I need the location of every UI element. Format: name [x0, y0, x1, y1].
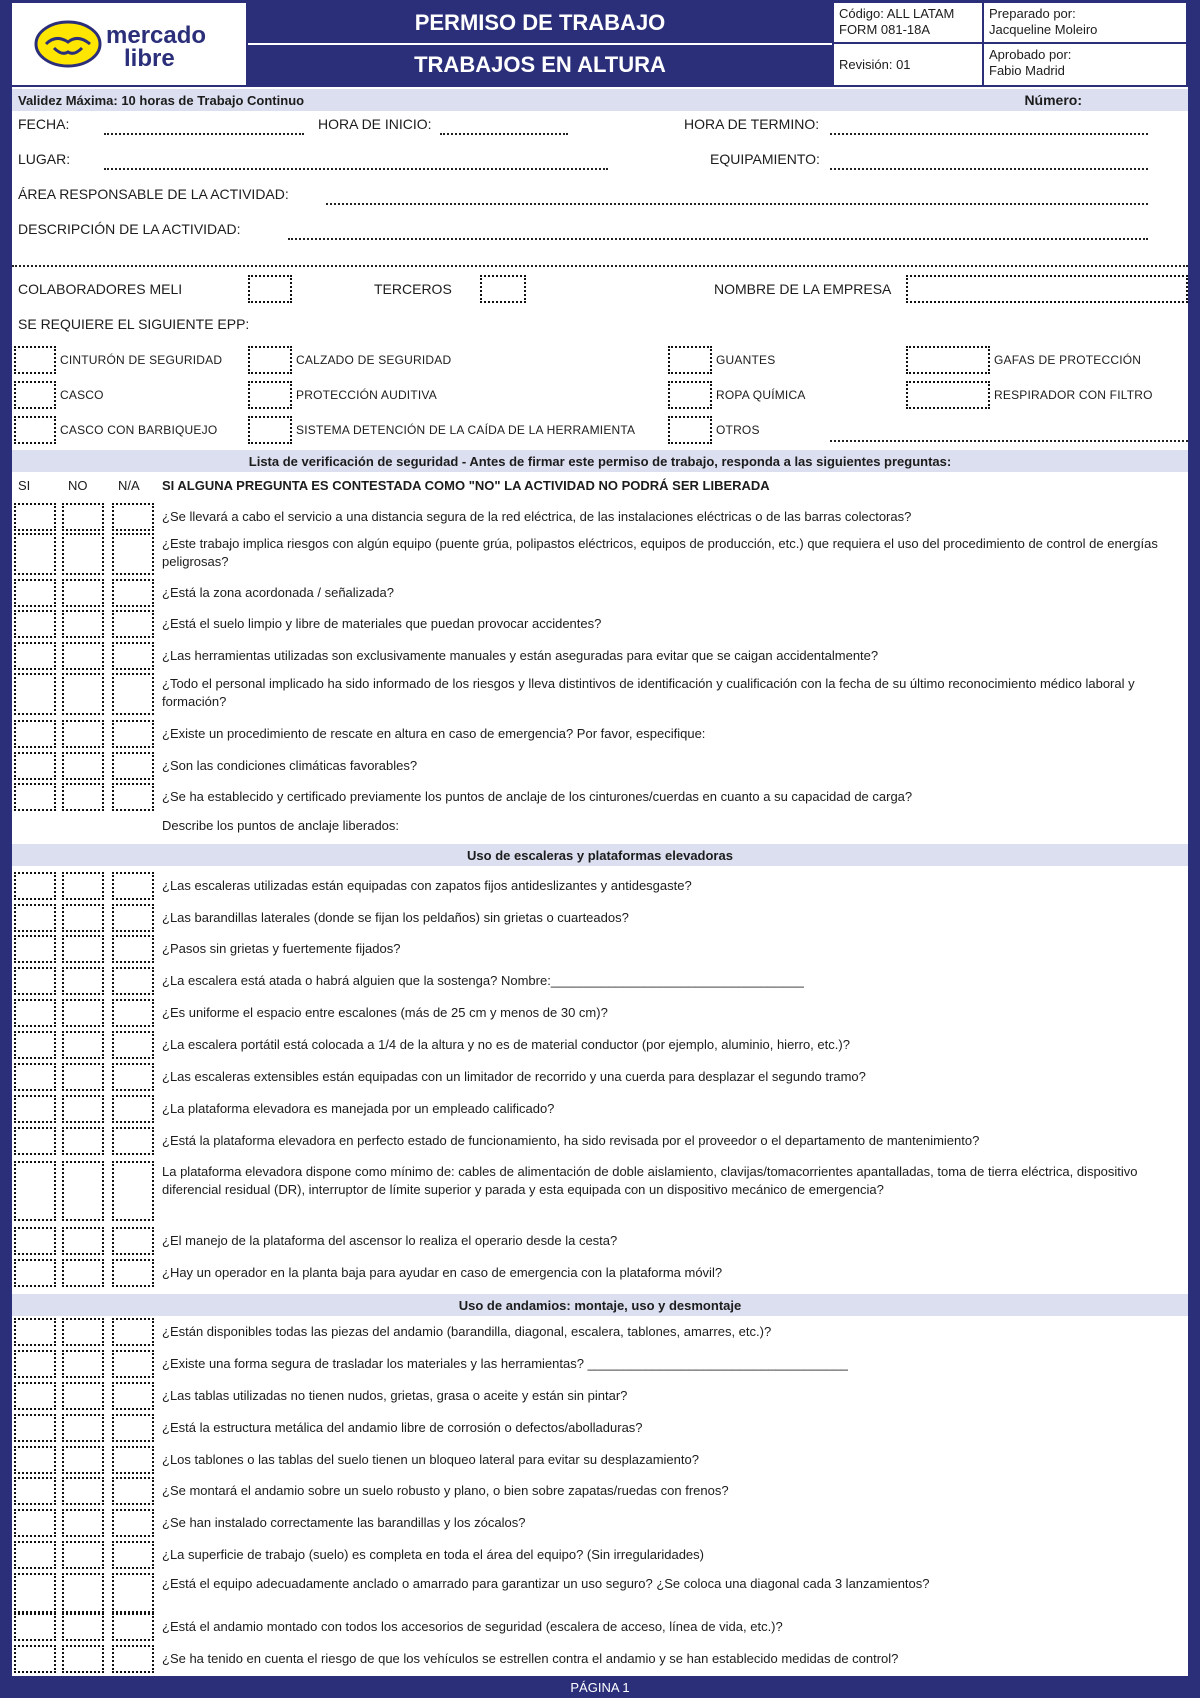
question-text: ¿Se ha establecido y certificado previamente los puntos de anclaje de los cinturones/cuerdas en cuanto a su capacidad de carga? [162, 789, 913, 804]
question-text: ¿Está el suelo limpio y libre de materiales que puedan provocar accidentes? [162, 616, 602, 631]
answer-si-checkbox[interactable] [14, 752, 56, 780]
col-no: NO [68, 478, 88, 493]
answer-si-checkbox[interactable] [14, 872, 56, 900]
terceros-label: TERCEROS [374, 281, 452, 297]
answer-si-checkbox[interactable] [14, 935, 56, 963]
validity-text: Validez Máxima: 10 horas de Trabajo Continuo [18, 92, 305, 108]
answer-na-checkbox[interactable] [112, 610, 154, 638]
epp-checkbox[interactable] [906, 346, 990, 374]
question-text: ¿Todo el personal implicado ha sido informado de los riesgos y lleva distintivos de identificación y cualificación con la fecha de su último reconocimiento médico laboral y formación? [162, 676, 1135, 709]
page-footer: PÁGINA 1 [12, 1676, 1188, 1698]
epp-checkbox[interactable] [668, 346, 712, 374]
svg-text:mercado: mercado [106, 22, 207, 49]
anchor-note: Describe los puntos de anclaje liberados: [162, 818, 400, 833]
answer-na-checkbox[interactable] [112, 642, 154, 670]
answer-si-checkbox[interactable] [14, 610, 56, 638]
fecha-label: FECHA: [18, 116, 70, 132]
answer-si-checkbox[interactable] [14, 1063, 56, 1091]
answer-na-checkbox[interactable] [112, 503, 154, 531]
answer-si-checkbox[interactable] [14, 1127, 56, 1155]
question-text: ¿Existe una forma segura de trasladar los materiales y las herramientas? ____________________________________ [162, 1356, 848, 1371]
answer-na-checkbox[interactable] [112, 1509, 154, 1537]
epp-checkbox[interactable] [668, 381, 712, 409]
question-text: ¿Se llevará a cabo el servicio a una distancia segura de la red eléctrica, de las instalaciones eléctricas o de las barras colectoras? [162, 509, 912, 524]
answer-si-checkbox[interactable] [14, 1509, 56, 1537]
answer-na-checkbox[interactable] [112, 935, 154, 963]
question-text: ¿Está la zona acordonada / señalizada? [162, 585, 394, 600]
answer-na-checkbox[interactable] [112, 1382, 154, 1410]
answer-na-checkbox[interactable] [112, 752, 154, 780]
fecha-field[interactable] [104, 133, 304, 135]
question-text: ¿Las tablas utilizadas no tienen nudos, grietas, grasa o aceite y están sin pintar? [162, 1388, 628, 1403]
area-label: ÁREA RESPONSABLE DE LA ACTIVIDAD: [18, 186, 289, 202]
answer-no-checkbox[interactable] [62, 935, 104, 963]
answer-no-checkbox[interactable] [62, 720, 104, 748]
answer-si-checkbox[interactable] [14, 1227, 56, 1255]
answer-na-checkbox[interactable] [112, 1446, 154, 1474]
answer-si-checkbox[interactable] [14, 1318, 56, 1346]
answer-si-checkbox[interactable] [14, 1446, 56, 1474]
answer-na-checkbox[interactable] [112, 1477, 154, 1505]
answer-no-checkbox[interactable] [62, 1161, 104, 1221]
epp-checkbox[interactable] [14, 416, 56, 444]
question-text: ¿Las escaleras extensibles están equipadas con un limitador de recorrido y una cuerda para desplazar el segundo tramo? [162, 1069, 866, 1084]
empresa-label: NOMBRE DE LA EMPRESA [714, 281, 892, 297]
answer-na-checkbox[interactable] [112, 1541, 154, 1569]
answer-no-checkbox[interactable] [62, 673, 104, 715]
answer-na-checkbox[interactable] [112, 783, 154, 811]
area-field[interactable] [326, 203, 1148, 205]
answer-si-checkbox[interactable] [14, 967, 56, 995]
equipamiento-field[interactable] [830, 168, 1148, 170]
epp-label: CASCO [60, 388, 104, 402]
answer-no-checkbox[interactable] [62, 999, 104, 1027]
hora-inicio-label: HORA DE INICIO: [318, 116, 432, 132]
answer-si-checkbox[interactable] [14, 1541, 56, 1569]
form-subtitle: TRABAJOS EN ALTURA [248, 45, 832, 85]
answer-no-checkbox[interactable] [62, 1509, 104, 1537]
question-text: ¿El manejo de la plataforma del ascensor lo realiza el operario desde la cesta? [162, 1233, 618, 1248]
answer-si-checkbox[interactable] [14, 1382, 56, 1410]
question-text: ¿La escalera está atada o habrá alguien que la sostenga? Nombre:___________________________________ [162, 973, 804, 988]
form-meta [832, 3, 1188, 85]
answer-na-checkbox[interactable] [112, 1613, 154, 1641]
question-text: ¿Está el equipo adecuadamente anclado o amarrado para garantizar un uso seguro? ¿Se coloca una diagonal cada 3 lanzamientos? [162, 1576, 930, 1591]
answer-na-checkbox[interactable] [112, 1645, 154, 1673]
scaffold-title: Uso de andamios: montaje, uso y desmontaje [12, 1294, 1188, 1316]
answer-no-checkbox[interactable] [62, 1645, 104, 1673]
question-text: ¿Están disponibles todas las piezas del andamio (barandilla, diagonal, escalera, tablones, amarres, etc.)? [162, 1324, 772, 1339]
epp-checkbox[interactable] [906, 381, 990, 409]
answer-na-checkbox[interactable] [112, 673, 154, 715]
epp-label: ROPA QUÍMICA [716, 388, 806, 402]
answer-si-checkbox[interactable] [14, 533, 56, 575]
answer-na-checkbox[interactable] [112, 1350, 154, 1378]
form-titles [248, 3, 832, 85]
answer-no-checkbox[interactable] [62, 610, 104, 638]
answer-si-checkbox[interactable] [14, 673, 56, 715]
epp-checkbox[interactable] [248, 381, 292, 409]
question-text: ¿Las escaleras utilizadas están equipadas con zapatos fijos antideslizantes y antidesgaste? [162, 878, 692, 893]
answer-no-checkbox[interactable] [62, 1573, 104, 1613]
answer-no-checkbox[interactable] [62, 1227, 104, 1255]
lugar-field[interactable] [104, 168, 608, 170]
answer-na-checkbox[interactable] [112, 1259, 154, 1287]
epp-checkbox[interactable] [668, 416, 712, 444]
answer-si-checkbox[interactable] [14, 642, 56, 670]
answer-si-checkbox[interactable] [14, 1573, 56, 1613]
answer-no-checkbox[interactable] [62, 533, 104, 575]
epp-checkbox[interactable] [14, 346, 56, 374]
epp-label: CASCO CON BARBIQUEJO [60, 423, 218, 437]
question-text: ¿Está la plataforma elevadora en perfecto estado de funcionamiento, ha sido revisada por el proveedor o el departamento de mantenimiento? [162, 1133, 980, 1148]
answer-no-checkbox[interactable] [62, 1127, 104, 1155]
col-na: N/A [118, 478, 140, 493]
colaboradores-checkbox[interactable] [248, 275, 292, 303]
answer-na-checkbox[interactable] [112, 1095, 154, 1123]
validity-bar [12, 89, 1188, 111]
question-text: ¿Se ha tenido en cuenta el riesgo de que los vehículos se estrellen contra el andamio y se han establecido medidas de control? [162, 1651, 899, 1666]
handshake-icon [34, 16, 224, 72]
question-text: ¿La escalera portátil está colocada a 1/4 de la altura y no es de material conductor (por ejemplo, aluminio, hierro, etc.)? [162, 1037, 850, 1052]
answer-na-checkbox[interactable] [112, 579, 154, 607]
prepared-by: Preparado por: Jacqueline Moleiro [982, 3, 1188, 44]
empresa-field[interactable] [906, 275, 1188, 303]
epp-label: GAFAS DE PROTECCIÓN [994, 353, 1142, 367]
col-si: SI [18, 478, 31, 493]
colaboradores-label: COLABORADORES MELI [18, 281, 183, 297]
answer-si-checkbox[interactable] [14, 1414, 56, 1442]
checklist-title: Lista de verificación de seguridad - Antes de firmar este permiso de trabajo, responda a las siguientes preguntas: [12, 450, 1188, 472]
answer-no-checkbox[interactable] [62, 1063, 104, 1091]
answer-no-checkbox[interactable] [62, 1382, 104, 1410]
answer-no-checkbox[interactable] [62, 1350, 104, 1378]
answer-no-checkbox[interactable] [62, 904, 104, 932]
answer-na-checkbox[interactable] [112, 904, 154, 932]
epp-label: GUANTES [716, 353, 776, 367]
epp-checkbox[interactable] [248, 416, 292, 444]
question-text: ¿Existe un procedimiento de rescate en altura en caso de emergencia? Por favor, especifique: [162, 726, 706, 741]
question-text: ¿Hay un operador en la planta baja para ayudar en caso de emergencia con la plataforma móvil? [162, 1265, 723, 1280]
descripcion-label: DESCRIPCIÓN DE LA ACTIVIDAD: [18, 221, 241, 237]
svg-text:libre: libre [124, 45, 175, 72]
question-text: ¿La superficie de trabajo (suelo) es completa en toda el área del equipo? (Sin irregularidades) [162, 1547, 704, 1562]
answer-si-checkbox[interactable] [14, 1095, 56, 1123]
revision: Revisión: 01 [832, 44, 982, 85]
descripcion-field[interactable] [288, 238, 1148, 240]
question-text: ¿Se han instalado correctamente las barandillas y los zócalos? [162, 1515, 526, 1530]
answer-no-checkbox[interactable] [62, 1613, 104, 1641]
answer-si-checkbox[interactable] [14, 783, 56, 811]
epp-checkbox[interactable] [14, 381, 56, 409]
answer-si-checkbox[interactable] [14, 1031, 56, 1059]
answer-si-checkbox[interactable] [14, 579, 56, 607]
answer-no-checkbox[interactable] [62, 1259, 104, 1287]
question-text: ¿Los tablones o las tablas del suelo tienen un bloqueo lateral para evitar su desplazamiento? [162, 1452, 699, 1467]
hora-termino-field[interactable] [830, 133, 1148, 135]
answer-no-checkbox[interactable] [62, 752, 104, 780]
answer-na-checkbox[interactable] [112, 1414, 154, 1442]
answer-si-checkbox[interactable] [14, 1161, 56, 1221]
epp-label: RESPIRADOR CON FILTRO [994, 388, 1153, 402]
answer-no-checkbox[interactable] [62, 1446, 104, 1474]
hora-termino-label: HORA DE TERMINO: [684, 116, 820, 132]
answer-na-checkbox[interactable] [112, 1127, 154, 1155]
answer-si-checkbox[interactable] [14, 1350, 56, 1378]
question-text: ¿Este trabajo implica riesgos con algún equipo (puente grúa, polipastos eléctricos, equipos de producción, etc.) que requiera el uso del procedimiento de control de energías peligrosas? [162, 536, 1158, 569]
answer-na-checkbox[interactable] [112, 1063, 154, 1091]
question-text: ¿La plataforma elevadora es manejada por un empleado calificado? [162, 1101, 555, 1116]
answer-na-checkbox[interactable] [112, 967, 154, 995]
answer-no-checkbox[interactable] [62, 642, 104, 670]
equipamiento-label: EQUIPAMIENTO: [710, 151, 820, 167]
answer-no-checkbox[interactable] [62, 783, 104, 811]
epp-label: PROTECCIÓN AUDITIVA [296, 388, 437, 402]
answer-na-checkbox[interactable] [112, 999, 154, 1027]
answer-si-checkbox[interactable] [14, 1613, 56, 1641]
epp-label: SISTEMA DETENCIÓN DE LA CAÍDA DE LA HERRAMIENTA [296, 423, 636, 437]
question-text: ¿Es uniforme el espacio entre escalones (más de 25 cm y menos de 30 cm)? [162, 1005, 608, 1020]
answer-no-checkbox[interactable] [62, 1031, 104, 1059]
form-code: Código: ALL LATAM FORM 081-18A [832, 3, 982, 44]
answer-no-checkbox[interactable] [62, 503, 104, 531]
answer-si-checkbox[interactable] [14, 1259, 56, 1287]
epp-label: CALZADO DE SEGURIDAD [296, 353, 452, 367]
otros-field[interactable] [830, 440, 1188, 442]
answer-no-checkbox[interactable] [62, 872, 104, 900]
answer-na-checkbox[interactable] [112, 1318, 154, 1346]
form-header [12, 3, 1188, 87]
answer-si-checkbox[interactable] [14, 999, 56, 1027]
epp-title: SE REQUIERE EL SIGUIENTE EPP: [18, 316, 250, 332]
answer-na-checkbox[interactable] [112, 533, 154, 575]
question-text: ¿Son las condiciones climáticas favorables? [162, 758, 418, 773]
terceros-checkbox[interactable] [480, 275, 526, 303]
ladders-title: Uso de escaleras y plataformas elevadoras [12, 844, 1188, 866]
number-label: Número: [1024, 92, 1082, 108]
answer-na-checkbox[interactable] [112, 872, 154, 900]
descripcion-field-2[interactable] [12, 265, 1188, 267]
answer-no-checkbox[interactable] [62, 967, 104, 995]
answer-no-checkbox[interactable] [62, 579, 104, 607]
answer-na-checkbox[interactable] [112, 1161, 154, 1221]
answer-si-checkbox[interactable] [14, 503, 56, 531]
answer-si-checkbox[interactable] [14, 1645, 56, 1673]
form-title: PERMISO DE TRABAJO [248, 3, 832, 45]
answer-na-checkbox[interactable] [112, 1573, 154, 1613]
lugar-label: LUGAR: [18, 151, 71, 167]
epp-label: CINTURÓN DE SEGURIDAD [60, 353, 223, 367]
question-text: La plataforma elevadora dispone como mínimo de: cables de alimentación de doble aislamiento, clavijas/tomacorrientes apantalladas, toma de tierra eléctrica, dispositivo diferencial residual (DR), interruptor de límite superior y parada y esta equipada con un dispositivo mecánico de emergencia? [162, 1164, 1138, 1197]
question-text: ¿Está el andamio montado con todos los accesorios de seguridad (escalera de acceso, línea de vida, etc.)? [162, 1619, 783, 1634]
epp-checkbox[interactable] [248, 346, 292, 374]
question-text: ¿Se montará el andamio sobre un suelo robusto y plano, o bien sobre zapatas/ruedas con frenos? [162, 1483, 729, 1498]
question-text: ¿Las barandillas laterales (donde se fijan los peldaños) sin grietas o cuarteados? [162, 910, 629, 925]
answer-no-checkbox[interactable] [62, 1318, 104, 1346]
approved-by: Aprobado por: Fabio Madrid [982, 44, 1188, 85]
answer-no-checkbox[interactable] [62, 1541, 104, 1569]
answer-na-checkbox[interactable] [112, 1227, 154, 1255]
answer-si-checkbox[interactable] [14, 904, 56, 932]
answer-no-checkbox[interactable] [62, 1095, 104, 1123]
answer-na-checkbox[interactable] [112, 1031, 154, 1059]
answer-si-checkbox[interactable] [14, 720, 56, 748]
answer-no-checkbox[interactable] [62, 1477, 104, 1505]
warning-text: SI ALGUNA PREGUNTA ES CONTESTADA COMO "NO" LA ACTIVIDAD NO PODRÁ SER LIBERADA [162, 478, 770, 493]
epp-label: OTROS [716, 423, 760, 437]
question-text: ¿Pasos sin grietas y fuertemente fijados? [162, 941, 401, 956]
answer-na-checkbox[interactable] [112, 720, 154, 748]
question-text: ¿Las herramientas utilizadas son exclusivamente manuales y están aseguradas para evitar que se caigan accidentalmente? [162, 648, 879, 663]
hora-inicio-field[interactable] [440, 133, 568, 135]
answer-no-checkbox[interactable] [62, 1414, 104, 1442]
mercado-libre-logo [12, 3, 248, 85]
answer-si-checkbox[interactable] [14, 1477, 56, 1505]
question-text: ¿Está la estructura metálica del andamio libre de corrosión o defectos/abolladuras? [162, 1420, 643, 1435]
